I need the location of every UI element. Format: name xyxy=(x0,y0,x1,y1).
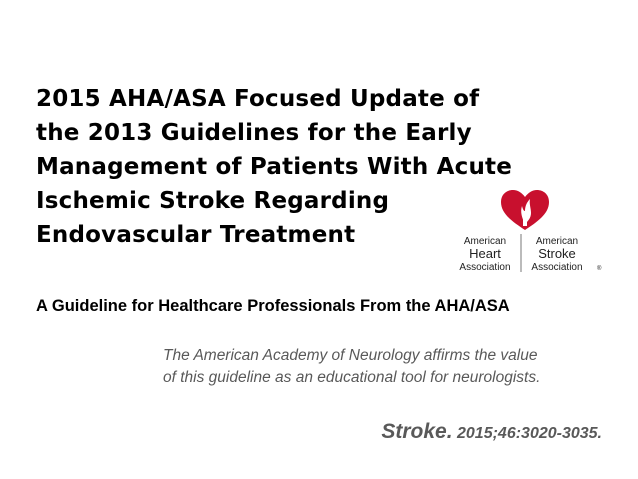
affirmation-line: The American Academy of Neurology affirms the value xyxy=(163,347,538,364)
slide-subtitle: A Guideline for Healthcare Professionals From the AHA/ASA xyxy=(36,297,510,315)
heart-torch-icon xyxy=(501,190,549,230)
affirmation-line: of this guideline as an educational tool for neurologists. xyxy=(163,369,541,386)
title-line: Management of Patients With Acute xyxy=(36,154,513,180)
logo-left-line: American xyxy=(463,236,507,247)
registered-mark: ® xyxy=(597,266,602,272)
title-line: Endovascular Treatment xyxy=(36,222,356,248)
aha-asa-logo xyxy=(443,188,603,274)
title-line: Ischemic Stroke Regarding xyxy=(36,188,390,214)
logo-left-line: Association xyxy=(459,262,511,273)
citation xyxy=(381,420,602,444)
logo-right-line: Stroke xyxy=(538,246,576,261)
citation-reference: 2015;46:3020-3035. xyxy=(452,425,602,442)
title-line: the 2013 Guidelines for the Early xyxy=(36,120,472,146)
logo-right-line: American xyxy=(535,236,579,247)
logo-right-line: Association xyxy=(531,262,583,273)
citation-journal: Stroke. xyxy=(381,420,453,443)
logo-left-line: Heart xyxy=(469,246,501,261)
aan-affirmation xyxy=(163,345,603,389)
title-line: 2015 AHA/ASA Focused Update of xyxy=(36,86,480,112)
